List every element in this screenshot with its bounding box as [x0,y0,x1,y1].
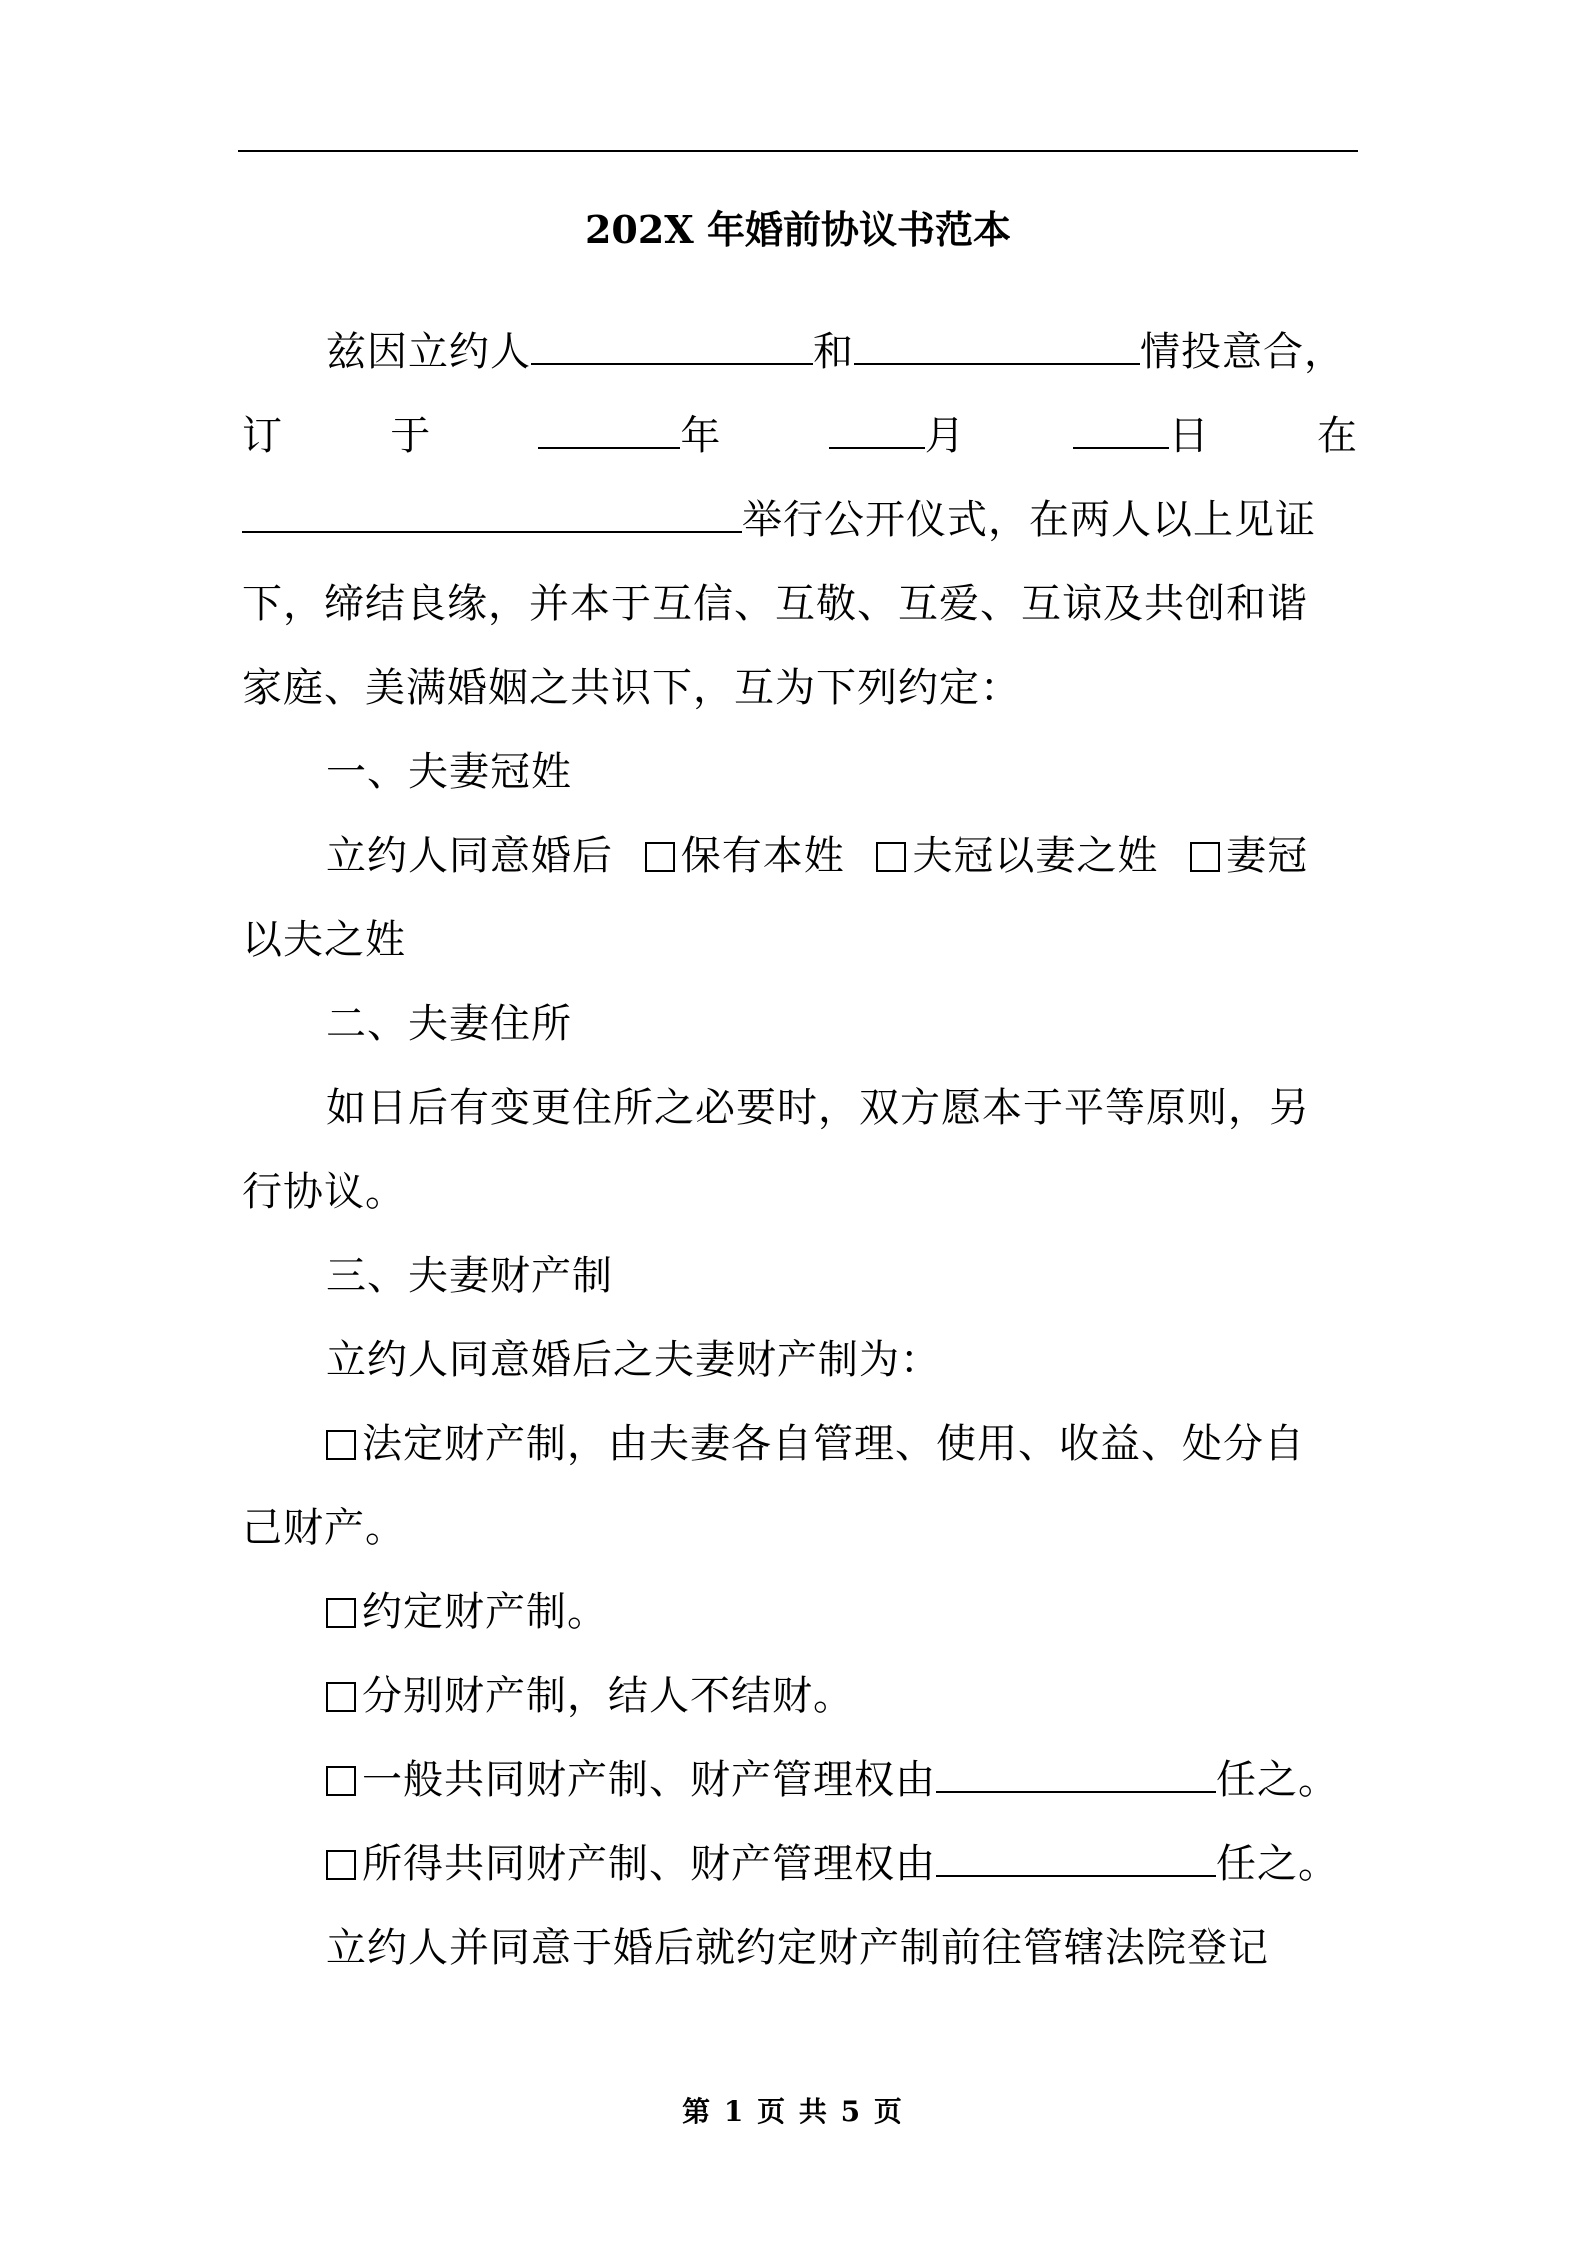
section-3-option-income-community [326,1834,1358,1894]
section-3-option-legal-continuation: 己财产。 [242,1505,406,1551]
checkbox-husband-takes-wife-surname[interactable] [876,842,906,872]
text-segment: 任之。 [1216,1757,1339,1803]
text-segment: 订 [242,413,283,459]
paragraph-line-2 [242,406,1358,466]
checkbox-label: 分别财产制，结人不结财。 [362,1673,854,1719]
section-3-option-agreed [326,1582,1358,1642]
document-title: 202X 年婚前协议书范本 [584,207,1012,252]
checkbox-label: 一般共同财产制、财产管理权由 [362,1757,936,1803]
section-3-closing: 立约人并同意于婚后就约定财产制前往管辖法院登记 [326,1925,1269,1971]
text-segment: 情投意合， [1140,329,1345,375]
checkbox-separate-property[interactable] [326,1682,356,1712]
section-2-continuation: 行协议。 [242,1169,406,1215]
blank-manager-income[interactable] [936,1841,1216,1877]
section-1-options [326,826,1358,886]
checkbox-label: 法定财产制，由夫妻各自管理、使用、收益、处分自 [362,1421,1305,1467]
checkbox-label: 夫冠以妻之姓 [912,833,1159,879]
checkbox-keep-own-surname[interactable] [645,842,675,872]
text-segment: 任之。 [1216,1841,1339,1887]
blank-year[interactable] [538,413,680,449]
paragraph-line-3 [242,490,1358,550]
section-heading-3: 三、夫妻财产制 [326,1253,613,1299]
section-3-option-general-community [326,1750,1358,1810]
checkbox-income-community-property[interactable] [326,1850,356,1880]
text-segment: 举行公开仪式，在两人以上见证 [742,497,1316,543]
section-3-option-separate [326,1666,1358,1726]
paragraph-line-1 [326,322,1358,382]
blank-month[interactable] [829,413,925,449]
blank-location[interactable] [242,497,742,533]
checkbox-label: 保有本姓 [680,833,845,879]
checkbox-agreed-property[interactable] [326,1598,356,1628]
text-segment: 立约人同意婚后 [326,833,613,879]
checkbox-general-community-property[interactable] [326,1766,356,1796]
blank-party-b[interactable] [854,329,1140,365]
blank-manager-general[interactable] [936,1757,1216,1793]
page-footer: 第 1 页 共 5 页 [682,2095,904,2128]
section-3-intro: 立约人同意婚后之夫妻财产制为： [326,1337,941,1383]
section-heading-2: 二、夫妻住所 [326,1001,572,1047]
text-segment: 于 [390,413,432,459]
text-segment: 在 [1316,413,1358,459]
header-rule [238,150,1358,152]
paragraph-line-5: 家庭、美满婚姻之共识下，互为下列约定： [242,665,1021,711]
checkbox-label: 所得共同财产制、财产管理权由 [362,1841,936,1887]
section-2-text: 如日后有变更住所之必要时，双方愿本于平等原则，另 [326,1085,1310,1131]
checkbox-label: 妻冠 [1226,833,1309,879]
paragraph-line-4: 下，缔结良缘，并本于互信、互敬、互爱、互谅及共创和谐 [242,581,1308,627]
text-segment: 月 [924,413,966,459]
blank-party-a[interactable] [531,329,813,365]
checkbox-wife-takes-husband-surname[interactable] [1190,842,1220,872]
checkbox-legal-property[interactable] [326,1430,356,1460]
text-segment: 兹因立约人 [326,329,531,375]
section-1-continuation: 以夫之姓 [242,917,406,963]
section-3-option-legal [326,1414,1358,1474]
section-heading-1: 一、夫妻冠姓 [326,749,572,795]
text-segment: 和 [813,329,854,375]
text-segment: 日 [1168,413,1210,459]
text-segment: 年 [680,413,722,459]
checkbox-label: 约定财产制。 [362,1589,608,1635]
blank-day[interactable] [1073,413,1169,449]
